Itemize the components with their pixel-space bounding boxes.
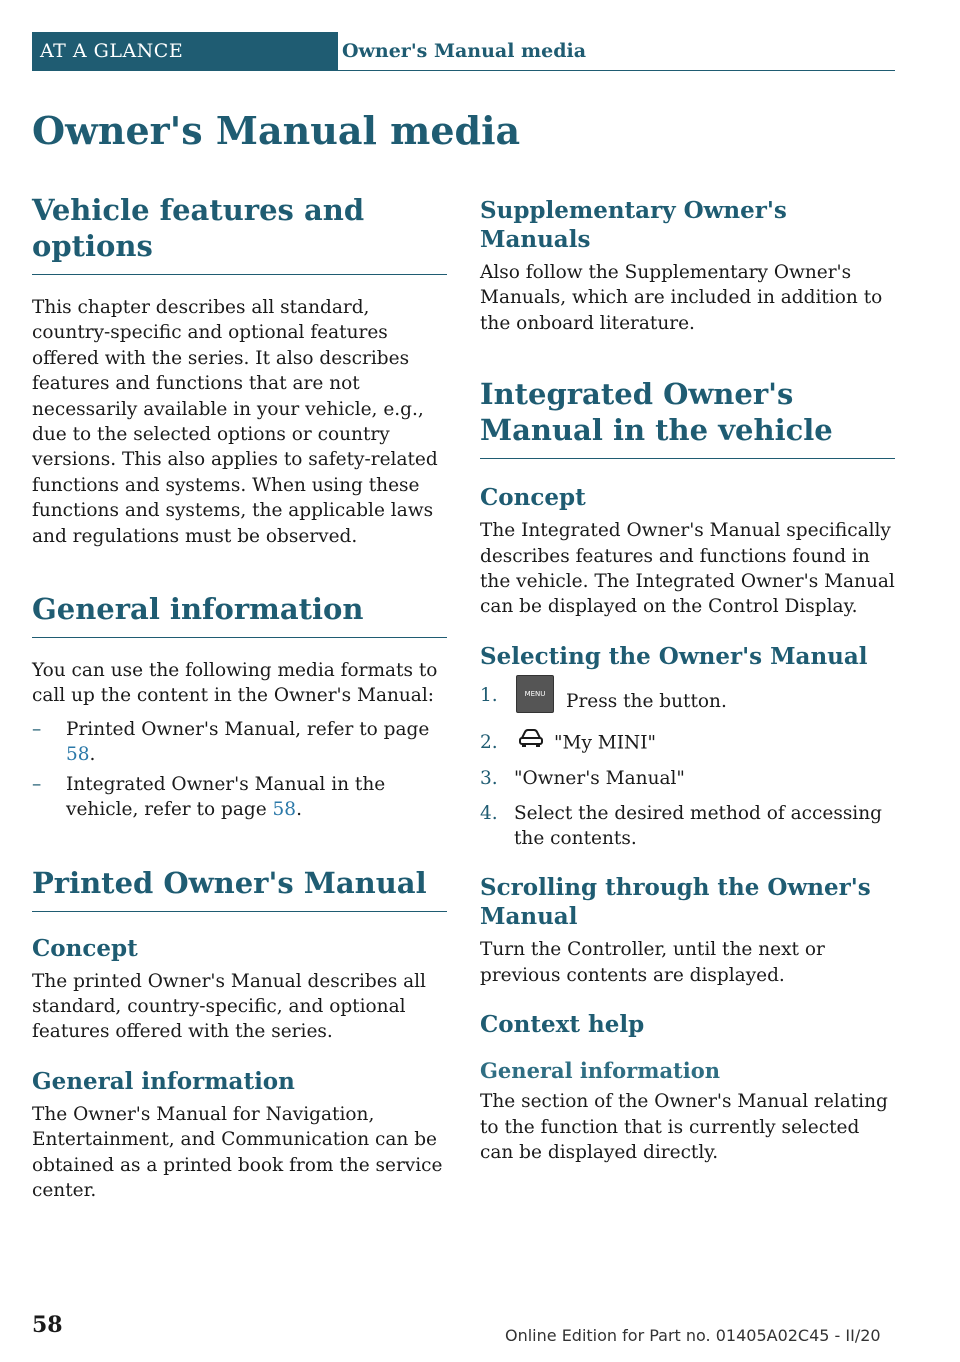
page-link[interactable]: 58 [272, 799, 297, 821]
right-column [480, 192, 895, 1188]
scrolling-text: Turn the Controller, until the next or previous contents are displayed. [480, 939, 825, 986]
heading-integrated-manual: Integrated Owner's Manual in the vehicle [480, 376, 895, 459]
section-tab[interactable]: AT A GLANCE [32, 32, 338, 70]
general-information-text: You can use the following media formats to call up the content in the Owner's Manual: [32, 660, 438, 707]
left-column [32, 192, 447, 1225]
list-item-text: Printed Owner's Manual, refer to page [66, 718, 430, 740]
concept-text: The printed Owner's Manual describes all standard, country-specific, and optional features offered with the series. [32, 970, 426, 1043]
heading-context-help: Context help [480, 1011, 645, 1039]
step-item [480, 683, 895, 721]
heading-general-information-printed: General information [32, 1067, 295, 1095]
selection-steps [480, 683, 895, 852]
step-number: 4. [480, 802, 498, 824]
step-text: "Owner's Manual" [514, 768, 685, 790]
edition-note: Online Edition for Part no. 01405A02C45 - II/20 [505, 1326, 881, 1345]
step-text: Press the button. [566, 690, 727, 712]
menu-button-icon: MENU [516, 675, 554, 713]
heading-supplementary: Supplementary Owner's Manuals [480, 197, 787, 253]
page-title: Owner's Manual media [32, 108, 521, 153]
heading-printed-manual: Printed Owner's Manual [32, 865, 447, 912]
context-text: The section of the Owner's Manual relating to the function that is currently selected can be displayed directly. [480, 1091, 888, 1164]
heading-scrolling: Scrolling through the Owner's Manual [480, 874, 871, 931]
heading-vehicle-features: Vehicle features and options [32, 192, 447, 275]
step-text: Select the desired method of accessing the contents. [514, 802, 882, 850]
step-number: 2. [480, 731, 498, 753]
integrated-concept-text: The Integrated Owner's Manual specifically describes features and functions found in the vehicle. The Integrated Owner's Manual can be displayed on the Control Display. [480, 520, 895, 618]
car-icon [518, 728, 544, 755]
list-item: – Printed Owner's Manual, refer to page 58. [32, 718, 430, 766]
media-format-list [32, 717, 447, 823]
heading-concept-integrated: Concept [480, 484, 586, 512]
step-item [480, 801, 895, 852]
page-link[interactable]: 58 [66, 744, 90, 766]
list-item-text: Integrated Owner's Manual in the vehicle, refer to page [66, 773, 386, 821]
step-item [480, 730, 895, 757]
heading-concept: Concept [32, 934, 138, 962]
list-item: – Integrated Owner's Manual in the vehicle, refer to page 58. [32, 773, 386, 821]
step-text: "My MINI" [554, 732, 657, 754]
step-number: 3. [480, 768, 498, 790]
heading-context-general: General information [480, 1058, 721, 1084]
dash-bullet: – [32, 718, 42, 740]
heading-selecting-manual: Selecting the Owner's Manual [480, 642, 868, 670]
vehicle-features-text: This chapter describes all standard, country-specific and optional features offered with the series. It also describes features and functions that are not necessarily available in your vehicle, e.g., due to the selected options or country versions. This also applies to safety-related functions and systems. When using these functions and systems, the applicable laws and regulations must be observed. [32, 297, 438, 547]
supplementary-text: Also follow the Supplementary Owner's Manuals, which are included in addition to the onboard literature. [480, 262, 883, 334]
step-number: 1. [480, 684, 498, 706]
heading-general-information: General information [32, 591, 447, 638]
step-item [480, 766, 895, 791]
printed-general-text: The Owner's Manual for Navigation, Entertainment, and Communication can be obtained as a printed book from the service center. [32, 1103, 443, 1201]
dash-bullet: – [32, 773, 42, 795]
header-title: Owner's Manual media [342, 40, 587, 62]
page-number: 58 [32, 1312, 63, 1338]
page-header [32, 32, 895, 71]
